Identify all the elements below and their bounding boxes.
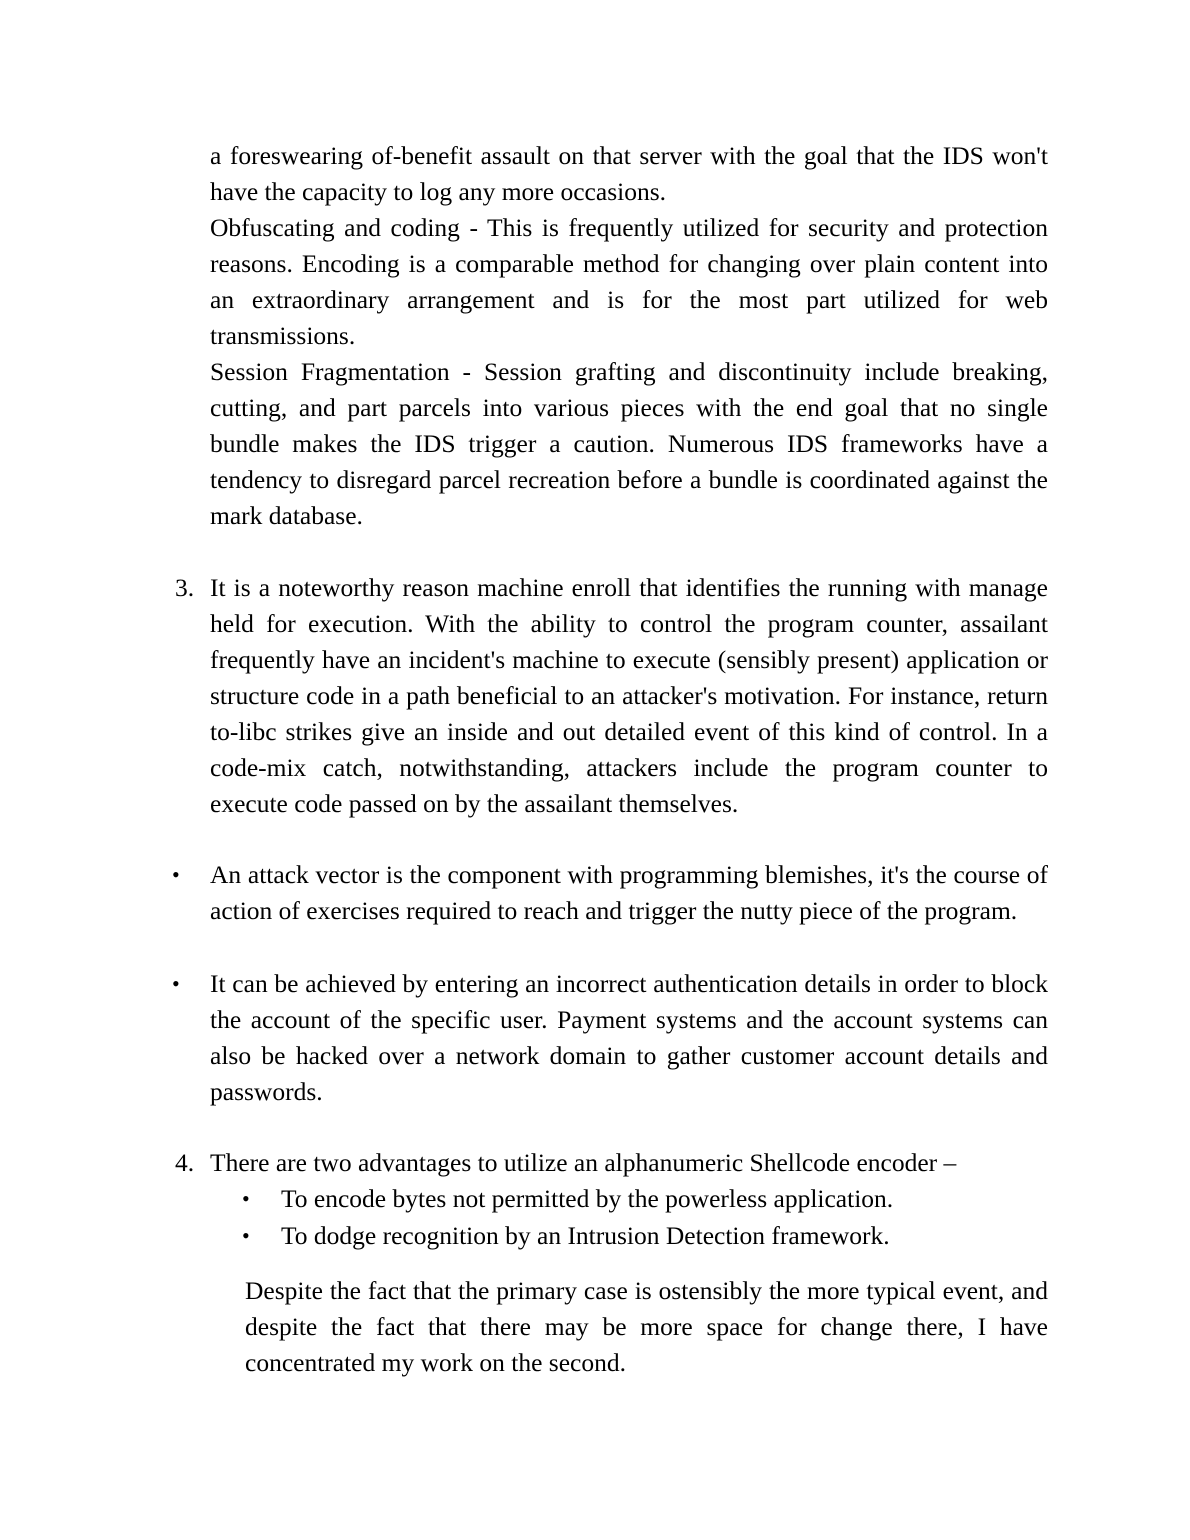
sub-bullet-item-1: To encode bytes not permitted by the powerless application. bbox=[281, 1184, 894, 1213]
continuation-paragraph-3: Session Fragmentation - Session grafting and discontinuity include breaking, cutting, and part parcels into various pieces with the end goal that no single bundle makes the IDS trigger a caution. Numerous IDS frameworks have a tendency to disregard parcel recreation before a bundle is coordinated against the mark database. bbox=[210, 357, 1048, 530]
continuation-paragraph-1: a foreswearing of-benefit assault on that server with the goal that the IDS won't have the capacity to log any more occasions. bbox=[210, 141, 1048, 206]
continuation-paragraph-2: Obfuscating and coding - This is frequently utilized for security and protection reasons. Encoding is a comparable method for changing over plain content into an extraordinary arrangement and is for the most part utilized for web transmissions. bbox=[210, 213, 1048, 350]
bullet-marker-1: • bbox=[172, 862, 180, 887]
sub-bullet-marker-2: • bbox=[242, 1223, 250, 1248]
closing-paragraph: Despite the fact that the primary case is ostensibly the more typical event, and despite the fact that there may be more space for change there, I have concentrated my work on the second. bbox=[245, 1276, 1048, 1377]
list-number-3: 3. bbox=[175, 573, 195, 602]
sub-bullet-item-2: To dodge recognition by an Intrusion Detection framework. bbox=[281, 1221, 890, 1250]
list-number-4: 4. bbox=[175, 1148, 195, 1177]
sub-bullet-marker-1: • bbox=[242, 1186, 250, 1211]
list-item-4-text: There are two advantages to utilize an alphanumeric Shellcode encoder – bbox=[210, 1148, 957, 1177]
bullet-marker-2: • bbox=[172, 971, 180, 996]
bullet-item-1: An attack vector is the component with programming blemishes, it's the course of action of exercises required to reach and trigger the nutty piece of the program. bbox=[210, 860, 1048, 925]
bullet-item-2: It can be achieved by entering an incorrect authentication details in order to block the account of the specific user. Payment systems and the account systems can also be hacked over a network domain to gather customer account details and passwords. bbox=[210, 969, 1048, 1106]
list-item-3-text: It is a noteworthy reason machine enroll that identifies the running with manage held for execution. With the ability to control the program counter, assailant frequently have an incident's machine to execute (sensibly present) application or structure code in a path beneficial to an attacker's motivation. For instance, return to-libc strikes give an inside and out detailed event of this kind of control. In a code-mix catch, notwithstanding, attackers include the program counter to execute code passed on by the assailant themselves. bbox=[210, 573, 1048, 818]
